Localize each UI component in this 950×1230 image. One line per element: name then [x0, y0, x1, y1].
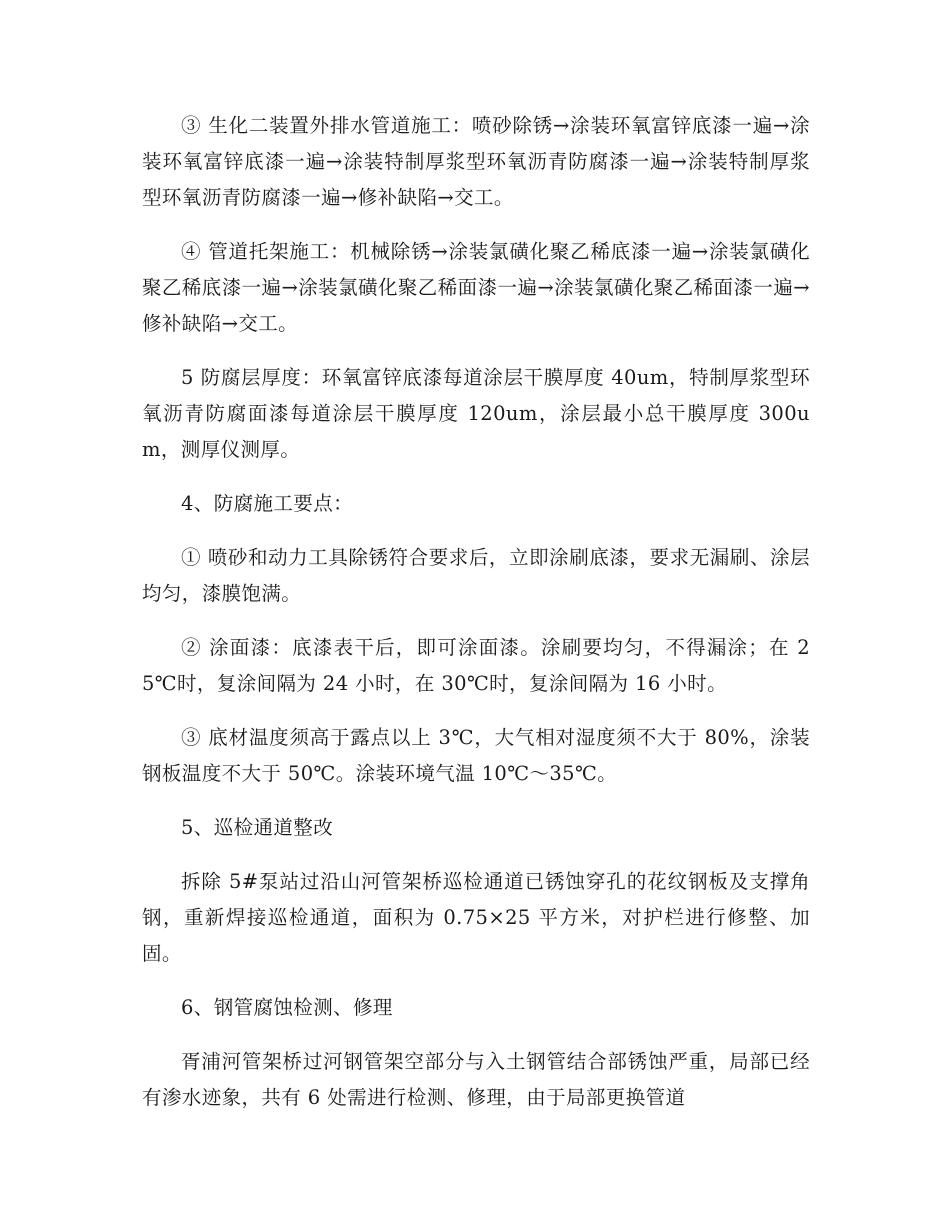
paragraph-steel-pipe-repair: 胥浦河管架桥过河钢管架空部分与入土钢管结合部锈蚀严重，局部已经有渗水迹象，共有 6 处需进行检测、修理，由于局部更换管道 [142, 1050, 810, 1109]
document-body [142, 108, 810, 1134]
paragraph-pipe-support-process: ④ 管道托架施工：机械除锈→涂装氯磺化聚乙稀底漆一遍→涂装氯磺化聚乙稀底漆一遍→涂装氯磺化聚乙稀面漆一遍→涂装氯磺化聚乙稀面漆一遍→修补缺陷→交工。 [142, 240, 810, 335]
paragraph-primer-application: ① 喷砂和动力工具除锈符合要求后，立即涂刷底漆，要求无漏刷、涂层均匀，漆膜饱满。 [142, 546, 810, 605]
paragraph-topcoat-application: ② 涂面漆：底漆表干后，即可涂面漆。涂刷要均匀，不得漏涂；在 25℃时，复涂间隔为 24 小时，在 30℃时，复涂间隔为 16 小时。 [142, 636, 810, 695]
paragraph-walkway-rectification: 拆除 5#泵站过沿山河管架桥巡检通道已锈蚀穿孔的花纹钢板及支撑角钢，重新焊接巡检通道，面积为 0.75×25 平方米，对护栏进行修整、加固。 [142, 870, 810, 965]
paragraph-temperature-requirements: ③ 底材温度须高于露点以上 3℃，大气相对湿度须不大于 80%，涂装钢板温度不大于 50℃。涂装环境气温 10℃～35℃。 [142, 726, 810, 785]
heading-anticorrosion-key-points: 4、防腐施工要点： [181, 492, 354, 515]
heading-inspection-walkway: 5、巡检通道整改 [181, 816, 334, 839]
heading-steel-pipe-inspection: 6、钢管腐蚀检测、修理 [181, 996, 393, 1019]
paragraph-sewer-pipe-process: ③ 生化二装置外排水管道施工：喷砂除锈→涂装环氧富锌底漆一遍→涂装环氧富锌底漆一遍→涂装特制厚浆型环氧沥青防腐漆一遍→涂装特制厚浆型环氧沥青防腐漆一遍→修补缺陷→交工。 [142, 114, 810, 209]
paragraph-coating-thickness: 5 防腐层厚度：环氧富锌底漆每道涂层干膜厚度 40um，特制厚浆型环氧沥青防腐面漆每道涂层干膜厚度 120um，涂层最小总干膜厚度 300um，测厚仪测厚。 [142, 366, 810, 461]
